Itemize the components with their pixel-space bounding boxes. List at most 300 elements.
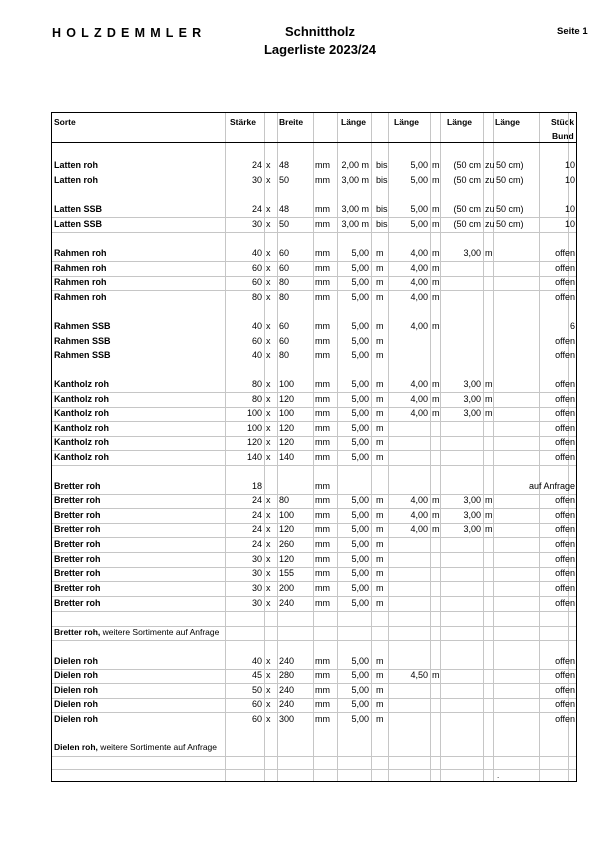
row-l2-cell: 4,00 bbox=[410, 248, 428, 258]
row-l4-cell: 50 cm) bbox=[496, 219, 524, 229]
column-header-laenge-3: Länge bbox=[447, 117, 473, 127]
row-l2-cell: 4,50 bbox=[410, 670, 428, 680]
row-l3-cell: 3,00 bbox=[463, 510, 481, 520]
row-x-cell: x bbox=[266, 656, 271, 666]
row-u1-cell: m bbox=[376, 495, 384, 505]
row-st-cell: 30 bbox=[251, 219, 262, 229]
row-u3-cell: m bbox=[485, 524, 493, 534]
row-st-cell: 60 bbox=[251, 263, 262, 273]
row-st-cell: 80 bbox=[251, 379, 262, 389]
row-u3-cell: m bbox=[485, 408, 493, 418]
column-header-laenge-2: Länge bbox=[394, 117, 420, 127]
row-qty-cell: offen bbox=[555, 670, 575, 680]
row-x-cell: x bbox=[266, 568, 271, 578]
row-x-cell: x bbox=[266, 277, 271, 287]
row-l1-cell: 5,00 bbox=[351, 685, 369, 695]
row-x-cell: x bbox=[266, 219, 271, 229]
row-u1-cell: m bbox=[376, 714, 384, 724]
row-l4-cell: 50 cm) bbox=[496, 175, 524, 185]
row-unit-cell: mm bbox=[315, 160, 330, 170]
row-u2-cell: m bbox=[432, 204, 440, 214]
row-qty-cell: offen bbox=[555, 656, 575, 666]
row-unit-cell: mm bbox=[315, 495, 330, 505]
row-u1-cell: bis bbox=[376, 160, 388, 170]
row-st-cell: 24 bbox=[251, 204, 262, 214]
row-u1-cell: bis bbox=[376, 219, 388, 229]
row-st-cell: 24 bbox=[251, 539, 262, 549]
row-divider bbox=[52, 756, 576, 757]
header-divider bbox=[52, 142, 576, 143]
row-br-cell: 140 bbox=[279, 452, 295, 462]
row-x-cell: x bbox=[266, 714, 271, 724]
row-u1-cell: m bbox=[376, 656, 384, 666]
row-qty-cell: offen bbox=[555, 554, 575, 564]
row-unit-cell: mm bbox=[315, 277, 330, 287]
row-x-cell: x bbox=[266, 554, 271, 564]
row-x-cell: x bbox=[266, 336, 271, 346]
row-u3-cell: m bbox=[485, 379, 493, 389]
row-u1-cell: m bbox=[376, 583, 384, 593]
row-unit-cell: mm bbox=[315, 699, 330, 709]
row-sorte-cell: Bretter roh bbox=[54, 524, 101, 534]
row-x-cell: x bbox=[266, 263, 271, 273]
row-unit-cell: mm bbox=[315, 423, 330, 433]
row-unit-cell: mm bbox=[315, 656, 330, 666]
row-qty-cell: offen bbox=[555, 495, 575, 505]
row-u1-cell: m bbox=[376, 336, 384, 346]
row-l2-cell: 4,00 bbox=[410, 321, 428, 331]
row-x-cell: x bbox=[266, 292, 271, 302]
row-l2-cell: 4,00 bbox=[410, 495, 428, 505]
row-qty-cell: offen bbox=[555, 263, 575, 273]
row-br-cell: 200 bbox=[279, 583, 295, 593]
row-qty-cell: offen bbox=[555, 336, 575, 346]
row-l1-cell: 5,00 bbox=[351, 394, 369, 404]
row-qty-cell: offen bbox=[555, 714, 575, 724]
row-st-cell: 18 bbox=[251, 481, 262, 491]
row-br-cell: 280 bbox=[279, 670, 295, 680]
row-x-cell: x bbox=[266, 248, 271, 258]
row-sorte-cell: Latten roh bbox=[54, 175, 98, 185]
row-qty-cell: offen bbox=[555, 452, 575, 462]
row-st-cell: 30 bbox=[251, 175, 262, 185]
row-l3-cell: (50 cm bbox=[453, 160, 481, 170]
row-unit-cell: mm bbox=[315, 336, 330, 346]
row-u2-cell: m bbox=[432, 175, 440, 185]
row-unit-cell: mm bbox=[315, 292, 330, 302]
row-br-cell: 50 bbox=[279, 219, 290, 229]
row-qty-cell: auf Anfrage bbox=[528, 481, 575, 491]
row-qty-cell: offen bbox=[555, 583, 575, 593]
row-u2-cell: m bbox=[432, 495, 440, 505]
row-u2-cell: m bbox=[432, 670, 440, 680]
column-header-breite: Breite bbox=[279, 117, 304, 127]
row-br-cell: 100 bbox=[279, 510, 295, 520]
row-unit-cell: mm bbox=[315, 452, 330, 462]
row-st-cell: 40 bbox=[251, 350, 262, 360]
row-l1-cell: 5,00 bbox=[351, 714, 369, 724]
row-sorte-cell: Dielen roh bbox=[54, 670, 99, 680]
row-qty-cell: 6 bbox=[569, 321, 575, 331]
row-u1-cell: m bbox=[376, 510, 384, 520]
row-x-cell: x bbox=[266, 160, 271, 170]
row-br-cell: 120 bbox=[279, 554, 295, 564]
row-l3-cell: 3,00 bbox=[463, 408, 481, 418]
row-l1-cell: 5,00 bbox=[351, 336, 369, 346]
row-x-cell: x bbox=[266, 437, 271, 447]
row-br-cell: 240 bbox=[279, 685, 295, 695]
row-u2-cell: m bbox=[432, 160, 440, 170]
row-qty-cell: offen bbox=[555, 379, 575, 389]
row-unit-cell: mm bbox=[315, 481, 330, 491]
row-u1-cell: m bbox=[376, 248, 384, 258]
row-x-cell: x bbox=[266, 670, 271, 680]
row-sorte-cell: Rahmen roh bbox=[54, 292, 107, 302]
row-sorte-cell: Kantholz roh bbox=[54, 394, 109, 404]
row-l2-cell: 4,00 bbox=[410, 510, 428, 520]
row-unit-cell: mm bbox=[315, 204, 330, 214]
row-l1-cell: 5,00 bbox=[351, 524, 369, 534]
row-l3-cell: (50 cm bbox=[453, 204, 481, 214]
row-u3-cell: m bbox=[485, 495, 493, 505]
row-l1-cell: 3,00 m bbox=[341, 175, 369, 185]
row-st-cell: 120 bbox=[246, 437, 262, 447]
row-st-cell: 30 bbox=[251, 554, 262, 564]
row-u1-cell: m bbox=[376, 350, 384, 360]
row-u1-cell: m bbox=[376, 321, 384, 331]
row-l1-cell: 5,00 bbox=[351, 321, 369, 331]
row-sorte-cell: Latten SSB bbox=[54, 219, 103, 229]
row-x-cell: x bbox=[266, 539, 271, 549]
row-x-cell: x bbox=[266, 510, 271, 520]
page-number: Seite 1 bbox=[557, 26, 588, 37]
row-br-cell: 48 bbox=[279, 204, 290, 214]
row-u1-cell: m bbox=[376, 394, 384, 404]
row-sorte-cell: Bretter roh bbox=[54, 481, 101, 491]
column-separator bbox=[277, 113, 278, 781]
row-l3-cell: (50 cm bbox=[453, 219, 481, 229]
row-st-cell: 100 bbox=[246, 408, 262, 418]
row-divider bbox=[52, 465, 576, 466]
row-qty-cell: offen bbox=[555, 408, 575, 418]
row-sorte-cell: Kantholz roh bbox=[54, 452, 109, 462]
row-l2-cell: 4,00 bbox=[410, 263, 428, 273]
row-l2-cell: 4,00 bbox=[410, 394, 428, 404]
row-l1-cell: 2,00 m bbox=[341, 160, 369, 170]
row-unit-cell: mm bbox=[315, 379, 330, 389]
row-u1-cell: bis bbox=[376, 204, 388, 214]
row-u1-cell: m bbox=[376, 408, 384, 418]
document-subtitle: Lagerliste 2023/24 bbox=[263, 42, 377, 57]
row-u2-cell: m bbox=[432, 394, 440, 404]
row-sorte-cell: Kantholz roh bbox=[54, 379, 109, 389]
row-l1-cell: 5,00 bbox=[351, 495, 369, 505]
row-br-cell: 80 bbox=[279, 495, 290, 505]
row-sorte-cell: Bretter roh bbox=[54, 539, 101, 549]
row-sorte-cell: Latten roh bbox=[54, 160, 98, 170]
row-sorte-cell: Bretter roh bbox=[54, 495, 101, 505]
row-br-cell: 80 bbox=[279, 292, 290, 302]
column-header-laenge-4: Länge bbox=[495, 117, 521, 127]
column-header-bund: Bund bbox=[552, 131, 574, 141]
row-unit-cell: mm bbox=[315, 510, 330, 520]
row-sorte-cell: Bretter roh bbox=[54, 554, 101, 564]
row-br-cell: 260 bbox=[279, 539, 295, 549]
row-x-cell: x bbox=[266, 495, 271, 505]
row-br-cell: 60 bbox=[279, 248, 290, 258]
row-u1-cell: m bbox=[376, 539, 384, 549]
footnote-label: Dielen roh, bbox=[54, 742, 98, 752]
row-l2-cell: 5,00 bbox=[410, 160, 428, 170]
row-l1-cell: 5,00 bbox=[351, 379, 369, 389]
row-st-cell: 24 bbox=[251, 160, 262, 170]
column-separator bbox=[313, 113, 314, 781]
row-u1-cell: m bbox=[376, 685, 384, 695]
row-divider bbox=[52, 232, 576, 233]
row-unit-cell: mm bbox=[315, 263, 330, 273]
column-header-stueck: Stück bbox=[551, 117, 575, 127]
row-st-cell: 60 bbox=[251, 336, 262, 346]
row-br-cell: 240 bbox=[279, 699, 295, 709]
row-l3-cell: (50 cm bbox=[453, 175, 481, 185]
row-st-cell: 60 bbox=[251, 714, 262, 724]
row-unit-cell: mm bbox=[315, 583, 330, 593]
row-u2-cell: m bbox=[432, 408, 440, 418]
brand-name: HOLZDEMMLER bbox=[52, 26, 207, 40]
row-unit-cell: mm bbox=[315, 175, 330, 185]
row-qty-cell: offen bbox=[555, 568, 575, 578]
row-qty-cell: offen bbox=[555, 598, 575, 608]
row-sorte-cell: Kantholz roh bbox=[54, 408, 109, 418]
stock-table bbox=[51, 112, 577, 782]
row-unit-cell: mm bbox=[315, 321, 330, 331]
row-x-cell: x bbox=[266, 452, 271, 462]
row-l1-cell: 5,00 bbox=[351, 554, 369, 564]
row-u2-cell: m bbox=[432, 263, 440, 273]
row-br-cell: 50 bbox=[279, 175, 290, 185]
row-u1-cell: m bbox=[376, 568, 384, 578]
row-u1-cell: m bbox=[376, 292, 384, 302]
row-l1-cell: 3,00 m bbox=[341, 219, 369, 229]
row-unit-cell: mm bbox=[315, 714, 330, 724]
row-u2-cell: m bbox=[432, 524, 440, 534]
footnote-text: weitere Sortimente auf Anfrage bbox=[97, 742, 218, 752]
row-st-cell: 45 bbox=[251, 670, 262, 680]
row-br-cell: 100 bbox=[279, 379, 295, 389]
row-l3-cell: 3,00 bbox=[463, 495, 481, 505]
row-st-cell: 100 bbox=[246, 423, 262, 433]
footnote bbox=[54, 626, 219, 638]
row-x-cell: x bbox=[266, 524, 271, 534]
row-l1-cell: 5,00 bbox=[351, 437, 369, 447]
row-br-cell: 60 bbox=[279, 263, 290, 273]
row-x-cell: x bbox=[266, 394, 271, 404]
row-st-cell: 40 bbox=[251, 321, 262, 331]
row-l1-cell: 5,00 bbox=[351, 248, 369, 258]
column-header-staerke: Stärke bbox=[230, 117, 256, 127]
row-u1-cell: bis bbox=[376, 175, 388, 185]
row-l1-cell: 5,00 bbox=[351, 656, 369, 666]
row-unit-cell: mm bbox=[315, 219, 330, 229]
row-l1-cell: 5,00 bbox=[351, 263, 369, 273]
footnote-label: Bretter roh, bbox=[54, 627, 101, 637]
row-br-cell: 48 bbox=[279, 160, 290, 170]
row-br-cell: 60 bbox=[279, 321, 290, 331]
row-st-cell: 40 bbox=[251, 656, 262, 666]
row-unit-cell: mm bbox=[315, 437, 330, 447]
row-st-cell: 24 bbox=[251, 510, 262, 520]
row-divider bbox=[52, 640, 576, 641]
row-u2-cell: m bbox=[432, 321, 440, 331]
row-l1-cell: 5,00 bbox=[351, 510, 369, 520]
column-separator bbox=[225, 113, 226, 781]
row-br-cell: 155 bbox=[279, 568, 295, 578]
row-st-cell: 30 bbox=[251, 583, 262, 593]
row-unit-cell: mm bbox=[315, 685, 330, 695]
row-l2-cell: 4,00 bbox=[410, 292, 428, 302]
row-sorte-cell: Bretter roh bbox=[54, 583, 101, 593]
row-u1-cell: m bbox=[376, 423, 384, 433]
row-u3-cell: zu bbox=[485, 160, 495, 170]
row-br-cell: 80 bbox=[279, 277, 290, 287]
column-separator bbox=[264, 113, 265, 781]
row-l1-cell: 5,00 bbox=[351, 598, 369, 608]
row-u2-cell: m bbox=[432, 292, 440, 302]
row-br-cell: 80 bbox=[279, 350, 290, 360]
row-unit-cell: mm bbox=[315, 524, 330, 534]
row-l3-cell: 3,00 bbox=[463, 379, 481, 389]
row-l2-cell: 4,00 bbox=[410, 524, 428, 534]
row-l3-cell: 3,00 bbox=[463, 524, 481, 534]
row-st-cell: 80 bbox=[251, 292, 262, 302]
row-st-cell: 30 bbox=[251, 568, 262, 578]
row-l2-cell: 4,00 bbox=[410, 379, 428, 389]
row-br-cell: 100 bbox=[279, 408, 295, 418]
row-unit-cell: mm bbox=[315, 350, 330, 360]
row-l3-cell: 3,00 bbox=[463, 248, 481, 258]
row-sorte-cell: Rahmen SSB bbox=[54, 321, 111, 331]
row-u1-cell: m bbox=[376, 699, 384, 709]
column-header-sorte: Sorte bbox=[54, 117, 76, 127]
row-br-cell: 120 bbox=[279, 437, 295, 447]
row-l1-cell: 5,00 bbox=[351, 350, 369, 360]
row-st-cell: 140 bbox=[246, 452, 262, 462]
row-qty-cell: offen bbox=[555, 524, 575, 534]
row-l1-cell: 5,00 bbox=[351, 699, 369, 709]
row-u2-cell: m bbox=[432, 277, 440, 287]
row-u3-cell: m bbox=[485, 510, 493, 520]
row-qty-cell: 10 bbox=[564, 219, 575, 229]
row-x-cell: x bbox=[266, 583, 271, 593]
row-u1-cell: m bbox=[376, 379, 384, 389]
row-br-cell: 120 bbox=[279, 394, 295, 404]
row-qty-cell: offen bbox=[555, 699, 575, 709]
row-u2-cell: m bbox=[432, 219, 440, 229]
row-qty-cell: offen bbox=[555, 248, 575, 258]
row-unit-cell: mm bbox=[315, 408, 330, 418]
row-st-cell: 80 bbox=[251, 394, 262, 404]
row-u1-cell: m bbox=[376, 437, 384, 447]
row-unit-cell: mm bbox=[315, 568, 330, 578]
row-x-cell: x bbox=[266, 408, 271, 418]
row-u3-cell: m bbox=[485, 248, 493, 258]
row-x-cell: x bbox=[266, 204, 271, 214]
row-st-cell: 30 bbox=[251, 598, 262, 608]
row-qty-cell: offen bbox=[555, 539, 575, 549]
row-qty-cell: offen bbox=[555, 510, 575, 520]
row-st-cell: 24 bbox=[251, 495, 262, 505]
row-x-cell: x bbox=[266, 423, 271, 433]
row-st-cell: 24 bbox=[251, 524, 262, 534]
row-u1-cell: m bbox=[376, 598, 384, 608]
row-u3-cell: m bbox=[485, 394, 493, 404]
row-l1-cell: 5,00 bbox=[351, 568, 369, 578]
row-unit-cell: mm bbox=[315, 598, 330, 608]
row-unit-cell: mm bbox=[315, 670, 330, 680]
row-l2-cell: 5,00 bbox=[410, 175, 428, 185]
row-divider bbox=[52, 611, 576, 612]
footnote-text: weitere Sortimente auf Anfrage bbox=[100, 627, 220, 637]
column-separator bbox=[483, 113, 484, 781]
row-sorte-cell: Dielen roh bbox=[54, 699, 99, 709]
row-l4-cell: 50 cm) bbox=[496, 160, 524, 170]
footer-mark: . bbox=[497, 771, 500, 780]
row-sorte-cell: Bretter roh bbox=[54, 598, 101, 608]
row-unit-cell: mm bbox=[315, 394, 330, 404]
row-u2-cell: m bbox=[432, 379, 440, 389]
row-l1-cell: 5,00 bbox=[351, 408, 369, 418]
row-l4-cell: 50 cm) bbox=[496, 204, 524, 214]
row-l1-cell: 5,00 bbox=[351, 452, 369, 462]
row-br-cell: 60 bbox=[279, 336, 290, 346]
row-st-cell: 60 bbox=[251, 699, 262, 709]
row-qty-cell: offen bbox=[555, 292, 575, 302]
row-u3-cell: zu bbox=[485, 175, 495, 185]
row-sorte-cell: Rahmen SSB bbox=[54, 350, 111, 360]
row-sorte-cell: Kantholz roh bbox=[54, 423, 109, 433]
row-l1-cell: 3,00 m bbox=[341, 204, 369, 214]
footnote bbox=[54, 741, 217, 753]
row-u2-cell: m bbox=[432, 510, 440, 520]
row-unit-cell: mm bbox=[315, 554, 330, 564]
row-sorte-cell: Rahmen roh bbox=[54, 248, 107, 258]
row-u1-cell: m bbox=[376, 670, 384, 680]
document-title: Schnittholz bbox=[284, 24, 356, 39]
column-separator bbox=[430, 113, 431, 781]
row-u1-cell: m bbox=[376, 277, 384, 287]
row-x-cell: x bbox=[266, 598, 271, 608]
row-l1-cell: 5,00 bbox=[351, 277, 369, 287]
row-x-cell: x bbox=[266, 321, 271, 331]
column-separator bbox=[371, 113, 372, 781]
row-br-cell: 240 bbox=[279, 598, 295, 608]
row-l1-cell: 5,00 bbox=[351, 539, 369, 549]
row-l1-cell: 5,00 bbox=[351, 423, 369, 433]
row-l1-cell: 5,00 bbox=[351, 670, 369, 680]
row-qty-cell: offen bbox=[555, 437, 575, 447]
row-qty-cell: offen bbox=[555, 350, 575, 360]
row-x-cell: x bbox=[266, 685, 271, 695]
row-sorte-cell: Dielen roh bbox=[54, 714, 99, 724]
row-sorte-cell: Rahmen SSB bbox=[54, 336, 111, 346]
row-st-cell: 50 bbox=[251, 685, 262, 695]
row-qty-cell: offen bbox=[555, 277, 575, 287]
row-u2-cell: m bbox=[432, 248, 440, 258]
row-qty-cell: offen bbox=[555, 685, 575, 695]
row-br-cell: 120 bbox=[279, 524, 295, 534]
column-header-laenge-1: Länge bbox=[341, 117, 367, 127]
row-sorte-cell: Bretter roh bbox=[54, 510, 101, 520]
